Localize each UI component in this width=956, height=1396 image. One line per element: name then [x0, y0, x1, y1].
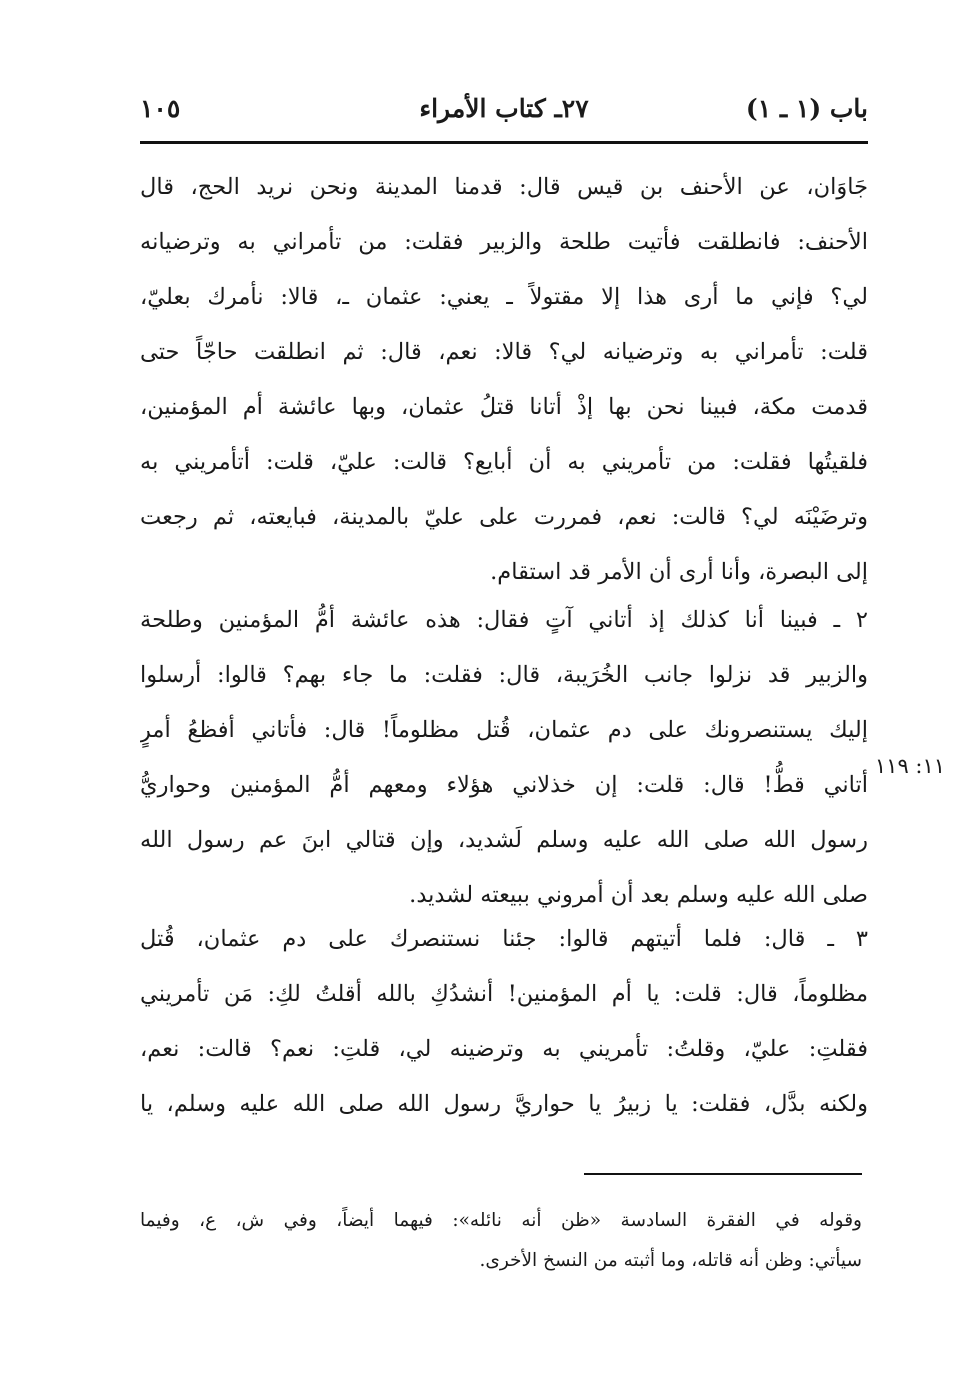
- text-line: ٣ ـ قال: فلما أتيتهم قالوا: جئنا نستنصرك على دم عثمان، قُتل: [140, 926, 868, 952]
- text-line: مظلوماً، قال: قلت: يا أم المؤمنين! أنشدُكِ بالله أقلتُ لكِ: مَن تأمريني: [140, 981, 868, 1007]
- text-line: رسول الله صلى الله عليه وسلم لَشديد، وإن قتالي ابنَ عم رسول الله: [140, 827, 868, 853]
- footnotes: [140, 1201, 862, 1281]
- text-line: قدمت مكة، فبينا نحن بها إذْ أتانا قتلُ عثمان، وبها عائشة أم المؤمنين،: [140, 394, 868, 420]
- text-line: ٢ ـ فبينا أنا كذلك إذ أتاني آتٍ فقال: هذه عائشة أمُّ المؤمنين وطلحة: [140, 607, 868, 633]
- margin-reference: ١١: ١١٩: [874, 754, 946, 778]
- text-line: وترضَيْنَه لي؟ قالت: نعم، فمررت على عليّ بالمدينة، فبايعته، ثم رجعت: [140, 504, 868, 530]
- footnote-line: سيأتي: وظن أنه قاتله، وما أثبته من النسخ الأخرى.: [479, 1250, 862, 1271]
- book-title: ٢٧ـ كتاب الأمراء: [419, 94, 589, 123]
- header-rule: [140, 141, 868, 144]
- paragraph-3: [140, 912, 868, 1132]
- text-line: أتاني قطُّ! قال: قلت: إن خذلاني هؤلاء ومعهم أمُّ المؤمنين وحواريُّ: [140, 772, 868, 798]
- text-line: والزبير قد نزلوا جانب الخُرَيبة، قال: فقلت: ما جاء بهم؟ قالوا: أرسلوا: [140, 662, 868, 688]
- page-number: ١٠٥: [140, 94, 181, 123]
- text-line: لي؟ فإني ما أرى هذا إلا مقتولاً ـ يعني: عثمان ـ، قالا: نأمرك بعليّ،: [140, 284, 868, 310]
- text-line: صلى الله عليه وسلم بعد أن أمروني ببيعته لشديد.: [409, 882, 868, 908]
- text-line: قلت: تأمراني به وترضيانه لي؟ قالا: نعم، قال: ثم انطلقت حاجّاً حتى: [140, 339, 868, 365]
- text-line: فقلتِ: عليّ، وقلتُ: تأمريني به وترضينه لي، قلتِ: نعم؟ قالت: نعم،: [140, 1036, 868, 1062]
- paragraph-1: [140, 160, 868, 600]
- text-line: إلى البصرة، وأنا أرى أن الأمر قد استقام.: [490, 559, 868, 585]
- paragraph-2: [140, 593, 868, 923]
- footnote-rule: [584, 1173, 862, 1175]
- chapter-reference: باب (١ ـ ١): [745, 94, 868, 123]
- footnote-line: وقوله في الفقرة السادسة «ظن أنه نائله»: فيهما أيضاً، وفي ش، ع، وفيما: [140, 1210, 862, 1231]
- running-header: [140, 94, 868, 134]
- text-line: فلقيتُها فقلت: من تأمريني به أن أبايع؟ قالت: عليّ، قلت: أتأمريني به: [140, 449, 868, 475]
- text-line: ولكنه بدَّل، فقلت: يا زبيرُ يا حواريَّ رسول الله صلى الله عليه وسلم، يا: [140, 1091, 868, 1117]
- text-line: جَاوَان، عن الأحنف بن قيس قال: قدمنا المدينة ونحن نريد الحج، قال: [140, 174, 868, 200]
- text-line: إليك يستنصرونك على دم عثمان، قُتل مظلوماً! قال: فأتاني أفظعُ أمرٍ: [140, 717, 868, 743]
- text-line: الأحنف: فانطلقت فأتيت طلحة والزبير فقلت: من تأمراني به وترضيانه: [140, 229, 868, 255]
